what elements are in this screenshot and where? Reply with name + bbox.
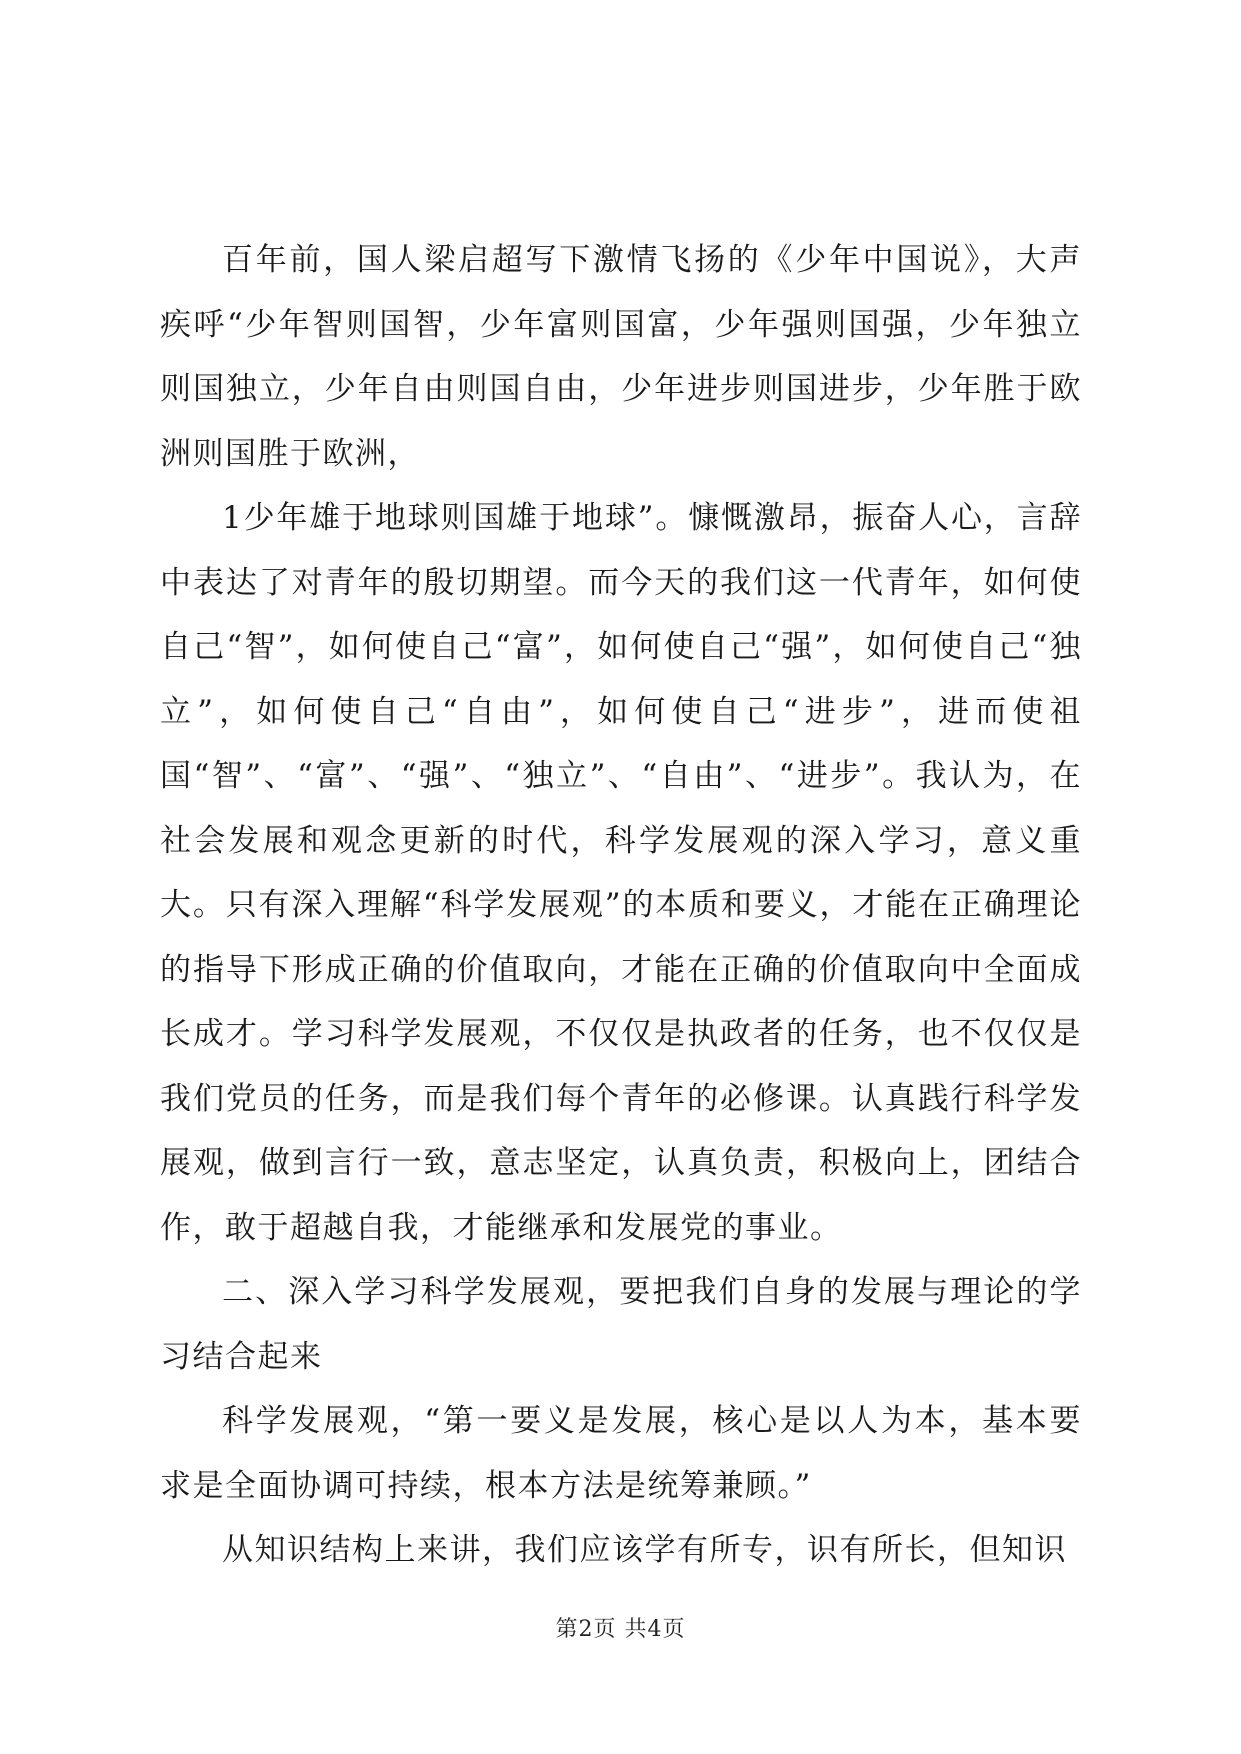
paragraph-5: 从知识结构上来讲，我们应该学有所专，识有所长，但知识 bbox=[222, 1532, 1067, 1568]
paragraph-3: 二、深入学习科学发展观，要把我们自身的发展与理论的学习结合起来 bbox=[160, 1274, 1082, 1375]
document-body bbox=[160, 228, 1082, 1583]
paragraph-4: 科学发展观，“第一要义是发展，核心是以人为本，基本要求是全面协调可持续，根本方法是统筹兼顾。” bbox=[160, 1403, 1082, 1504]
paragraph-2: 1少年雄于地球则国雄于地球”。慷慨激昂，振奋人心，言辞中表达了对青年的殷切期望。而今天的我们这一代青年，如何使自己“智”，如何使自己“富”，如何使自己“强”，如何使自己“独立”，如何使自己“自由”，如何使自己“进步”，进而使祖国“智”、“富”、“强”、“独立”、“自由”、“进步”。我认为，在社会发展和观念更新的时代，科学发展观的深入学习，意义重大。只有深入理解“科学发展观”的本质和要义，才能在正确理论的指导下形成正确的价值取向，才能在正确的价值取向中全面成长成才。学习科学发展观，不仅仅是执政者的任务，也不仅仅是我们党员的任务，而是我们每个青年的必修课。认真践行科学发展观，做到言行一致，意志坚定，认真负责，积极向上，团结合作，敢于超越自我，才能继承和发展党的事业。 bbox=[160, 500, 1082, 1246]
paragraph-1: 百年前，国人梁启超写下激情飞扬的《少年中国说》，大声疾呼“少年智则国智，少年富则国富，少年强则国强，少年独立则国独立，少年自由则国自由，少年进步则国进步，少年胜于欧洲则国胜于欧洲， bbox=[160, 242, 1082, 472]
page-footer: 第2页 共4页 bbox=[555, 1617, 686, 1642]
